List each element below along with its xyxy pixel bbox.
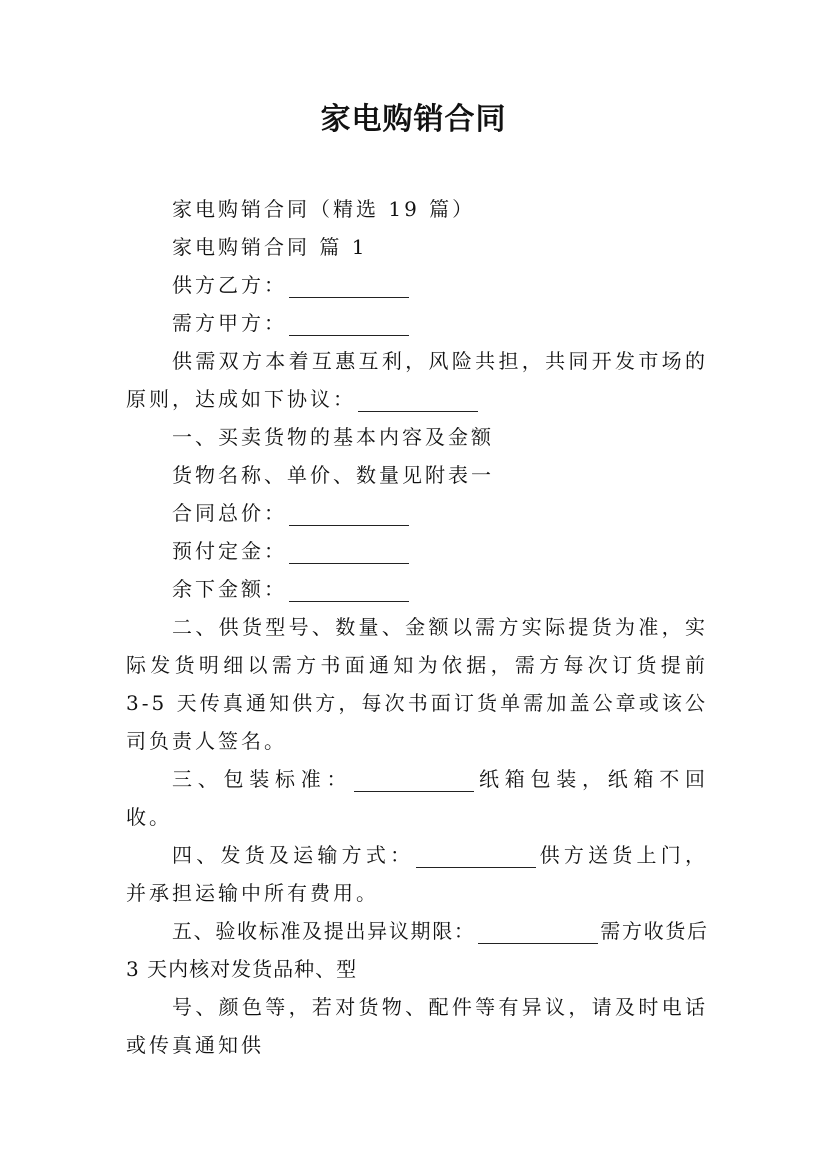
balance-label: 余下金额： <box>172 577 287 601</box>
supplier-blank <box>289 277 409 298</box>
section-5-blank <box>478 923 598 944</box>
section-4-label: 四、发货及运输方式： <box>172 843 415 867</box>
section-2-text: 二、供货型号、数量、金额以需方实际提货为准，实际发货明细以需方书面通知为依据，需方每次订货提前 3-5 天传真通知供方，每次书面订货单需加盖公章或该公司负责人签名。 <box>126 615 708 753</box>
section-5-continued-text: 号、颜色等，若对货物、配件等有异议，请及时电话或传真通知供 <box>126 995 708 1057</box>
chapter-text: 家电购销合同 篇 1 <box>172 235 368 259</box>
section-4-text: 供方送货上门，并承担运输中所有费用。 <box>126 843 709 905</box>
subtitle-text: 家电购销合同（精选 19 篇） <box>172 197 476 221</box>
buyer-line <box>126 304 708 342</box>
section-3-label: 三、包装标准： <box>172 767 353 791</box>
balance-blank <box>289 581 409 602</box>
supplier-label: 供方乙方： <box>172 273 287 297</box>
section-2-paragraph <box>126 608 708 760</box>
section-5-label: 五、验收标准及提出异议期限： <box>172 919 476 943</box>
supplier-line <box>126 266 708 304</box>
section-1-goods <box>126 456 708 494</box>
section-1-goods-text: 货物名称、单价、数量见附表一 <box>172 463 494 487</box>
section-3-text: 纸箱包装，纸箱不回收。 <box>126 767 708 829</box>
total-label: 合同总价： <box>172 501 287 525</box>
buyer-label: 需方甲方： <box>172 311 287 335</box>
intro-blank <box>358 391 478 412</box>
intro-paragraph <box>126 342 708 418</box>
section-5-paragraph <box>126 912 708 988</box>
balance-line <box>126 570 708 608</box>
section-3-blank <box>354 771 474 792</box>
deposit-label: 预付定金： <box>172 539 287 563</box>
buyer-blank <box>289 315 409 336</box>
section-4-blank <box>416 847 536 868</box>
intro-text: 供需双方本着互惠互利，风险共担，共同开发市场的原则，达成如下协议： <box>126 349 708 411</box>
subtitle-line <box>126 190 708 228</box>
section-3-paragraph <box>126 760 708 836</box>
deposit-blank <box>289 543 409 564</box>
section-1-heading <box>126 418 708 456</box>
deposit-line <box>126 532 708 570</box>
total-line <box>126 494 708 532</box>
chapter-line <box>126 228 708 266</box>
section-1-heading-text: 一、买卖货物的基本内容及金额 <box>172 425 494 449</box>
section-5-continued <box>126 988 708 1064</box>
section-4-paragraph <box>126 836 708 912</box>
section-5-text: 需方收货后 3 天内核对发货品种、型 <box>126 919 709 981</box>
total-blank <box>289 505 409 526</box>
document-body <box>126 190 708 1064</box>
document-title: 家电购销合同 <box>320 102 507 137</box>
